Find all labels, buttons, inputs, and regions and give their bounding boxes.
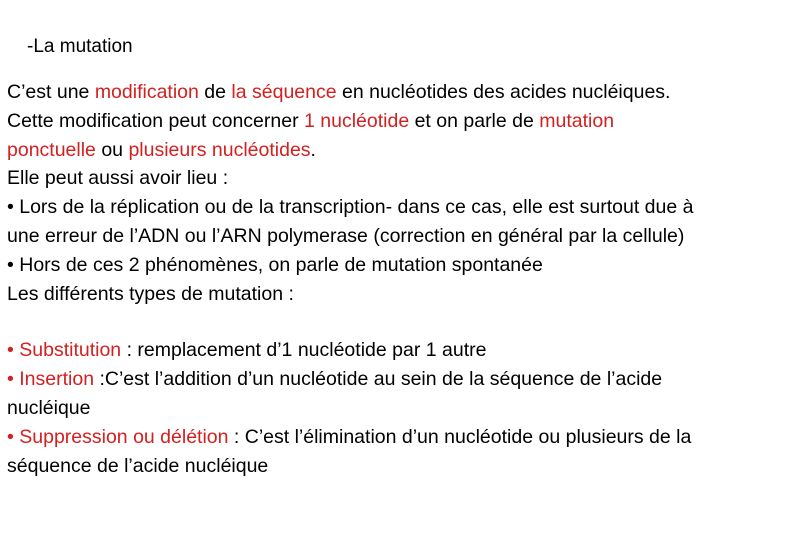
text: ou (95, 138, 129, 161)
highlight-ponctuelle: ponctuelle (7, 138, 96, 161)
highlight-plusieurs: plusieurs nucléotides (128, 138, 311, 161)
insertion-label: • Insertion (7, 368, 95, 391)
deletion-label: • Suppression ou délétion (7, 425, 229, 448)
deletion-text: : C’est l’élimination d’un nucléotide ou plusieurs de la (228, 425, 692, 448)
definition-line-2 (7, 107, 807, 136)
text: Cette modification peut concerner (7, 109, 304, 132)
text: C’est une (7, 81, 95, 103)
text: de (198, 81, 232, 103)
definition-line-1 (7, 78, 807, 107)
type-substitution (7, 336, 807, 365)
slide-title: -La mutation (27, 36, 133, 57)
definition-line-3 (7, 136, 807, 165)
text: . (310, 138, 316, 161)
slide-body (7, 78, 807, 480)
types-heading: Les différents types de mutation : (7, 282, 294, 305)
bullet-spontaneous: • Hors de ces 2 phénomènes, on parle de mutation spontanée (7, 253, 543, 276)
type-deletion (7, 423, 807, 452)
substitution-label: • Substitution (7, 339, 122, 362)
highlight-mutation: mutation (539, 109, 615, 132)
highlight-one-nucleotide: 1 nucléotide (304, 109, 410, 132)
occurrence-intro: Elle peut aussi avoir lieu : (7, 167, 229, 190)
text: en nucléotides des acides nucléiques. (336, 81, 671, 103)
type-deletion-cont: séquence de l’acide nucléique (7, 454, 269, 477)
highlight-sequence: la séquence (231, 81, 337, 103)
text: et on parle de (409, 109, 540, 132)
insertion-text: :C’est l’addition d’un nucléotide au sein de la séquence de l’acide (94, 368, 663, 391)
bullet-replication-cont: une erreur de l’ADN ou l’ARN polymerase (correction en général par la cellule) (7, 224, 685, 247)
substitution-text: : remplacement d’1 nucléotide par 1 autre (121, 339, 487, 362)
bullet-replication: • Lors de la réplication ou de la transcription- dans ce cas, elle est surtout due à (7, 196, 694, 219)
spacer (7, 308, 807, 336)
type-insertion-cont: nucléique (7, 396, 91, 419)
type-insertion (7, 365, 807, 394)
highlight-modification: modification (94, 81, 199, 103)
